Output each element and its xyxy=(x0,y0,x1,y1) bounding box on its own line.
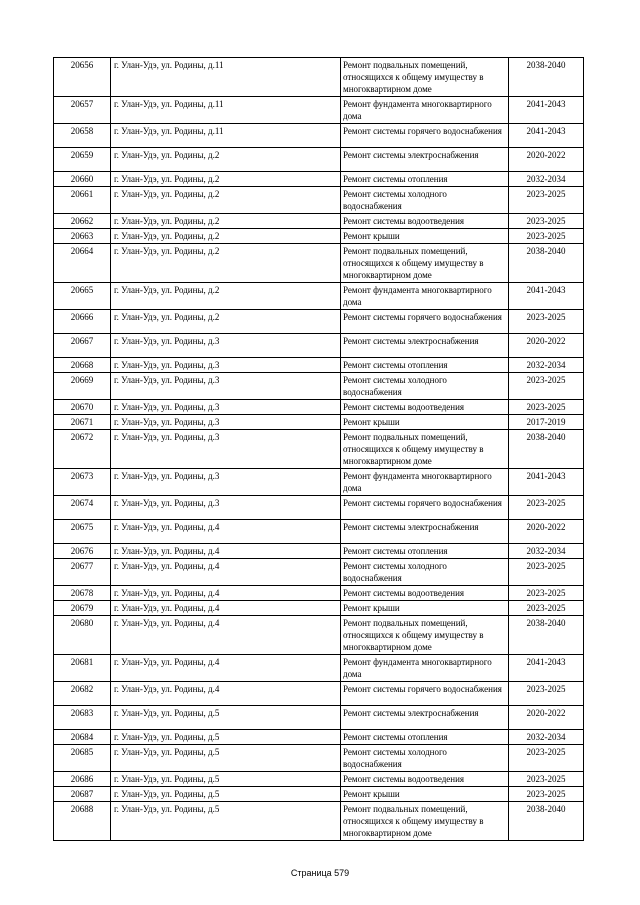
table-row xyxy=(54,802,584,841)
row-address: г. Улан-Удэ, ул. Родины, д.3 xyxy=(111,400,341,415)
row-work-type: Ремонт подвальных помещений, относящихся к общему имуществу в многоквартирном доме xyxy=(341,802,509,841)
table-row xyxy=(54,187,584,214)
row-work-type: Ремонт подвальных помещений, относящихся к общему имуществу в многоквартирном доме xyxy=(341,244,509,283)
row-address: г. Улан-Удэ, ул. Родины, д.5 xyxy=(111,772,341,787)
row-work-type: Ремонт фундамента многоквартирного дома xyxy=(341,655,509,682)
row-work-type: Ремонт системы отопления xyxy=(341,172,509,187)
row-period: 2023-2025 xyxy=(509,373,584,400)
table-row xyxy=(54,415,584,430)
row-work-type: Ремонт системы электроснабжения xyxy=(341,706,509,730)
row-period: 2017-2019 xyxy=(509,415,584,430)
table-row xyxy=(54,283,584,310)
row-number: 20661 xyxy=(54,187,111,214)
row-period: 2023-2025 xyxy=(509,559,584,586)
table-row xyxy=(54,310,584,334)
row-period: 2038-2040 xyxy=(509,244,584,283)
row-work-type: Ремонт фундамента многоквартирного дома xyxy=(341,97,509,124)
row-work-type: Ремонт крыши xyxy=(341,601,509,616)
row-work-type: Ремонт системы холодного водоснабжения xyxy=(341,373,509,400)
row-work-type: Ремонт системы электроснабжения xyxy=(341,148,509,172)
row-number: 20656 xyxy=(54,58,111,97)
row-period: 2023-2025 xyxy=(509,682,584,706)
row-period: 2041-2043 xyxy=(509,97,584,124)
row-address: г. Улан-Удэ, ул. Родины, д.5 xyxy=(111,730,341,745)
row-number: 20685 xyxy=(54,745,111,772)
row-work-type: Ремонт фундамента многоквартирного дома xyxy=(341,283,509,310)
table-body xyxy=(54,58,584,841)
table-row xyxy=(54,559,584,586)
row-work-type: Ремонт системы горячего водоснабжения xyxy=(341,124,509,148)
row-period: 2020-2022 xyxy=(509,334,584,358)
row-period: 2032-2034 xyxy=(509,544,584,559)
row-number: 20673 xyxy=(54,469,111,496)
row-work-type: Ремонт системы горячего водоснабжения xyxy=(341,310,509,334)
table-row xyxy=(54,148,584,172)
table-row xyxy=(54,358,584,373)
table-row xyxy=(54,655,584,682)
row-address: г. Улан-Удэ, ул. Родины, д.4 xyxy=(111,544,341,559)
row-period: 2023-2025 xyxy=(509,745,584,772)
row-period: 2032-2034 xyxy=(509,730,584,745)
row-work-type: Ремонт системы водоотведения xyxy=(341,400,509,415)
table-row xyxy=(54,469,584,496)
row-address: г. Улан-Удэ, ул. Родины, д.2 xyxy=(111,283,341,310)
table-row xyxy=(54,58,584,97)
row-address: г. Улан-Удэ, ул. Родины, д.4 xyxy=(111,520,341,544)
row-work-type: Ремонт системы водоотведения xyxy=(341,586,509,601)
row-work-type: Ремонт крыши xyxy=(341,229,509,244)
table-row xyxy=(54,124,584,148)
row-address: г. Улан-Удэ, ул. Родины, д.3 xyxy=(111,358,341,373)
table-row xyxy=(54,616,584,655)
row-address: г. Улан-Удэ, ул. Родины, д.11 xyxy=(111,97,341,124)
row-period: 2038-2040 xyxy=(509,616,584,655)
row-period: 2023-2025 xyxy=(509,229,584,244)
row-number: 20668 xyxy=(54,358,111,373)
table-row xyxy=(54,745,584,772)
row-address: г. Улан-Удэ, ул. Родины, д.2 xyxy=(111,214,341,229)
row-address: г. Улан-Удэ, ул. Родины, д.5 xyxy=(111,802,341,841)
row-period: 2032-2034 xyxy=(509,172,584,187)
repair-schedule-table xyxy=(53,57,584,841)
table-row xyxy=(54,787,584,802)
row-work-type: Ремонт системы отопления xyxy=(341,544,509,559)
row-period: 2023-2025 xyxy=(509,187,584,214)
row-number: 20658 xyxy=(54,124,111,148)
row-work-type: Ремонт системы холодного водоснабжения xyxy=(341,559,509,586)
row-period: 2023-2025 xyxy=(509,310,584,334)
row-number: 20680 xyxy=(54,616,111,655)
row-work-type: Ремонт крыши xyxy=(341,415,509,430)
table-row xyxy=(54,772,584,787)
row-work-type: Ремонт системы горячего водоснабжения xyxy=(341,496,509,520)
table-row xyxy=(54,706,584,730)
table-row xyxy=(54,544,584,559)
row-address: г. Улан-Удэ, ул. Родины, д.11 xyxy=(111,58,341,97)
table-row xyxy=(54,601,584,616)
row-number: 20670 xyxy=(54,400,111,415)
row-address: г. Улан-Удэ, ул. Родины, д.4 xyxy=(111,616,341,655)
row-period: 2023-2025 xyxy=(509,601,584,616)
row-number: 20674 xyxy=(54,496,111,520)
table-row xyxy=(54,172,584,187)
row-work-type: Ремонт подвальных помещений, относящихся к общему имуществу в многоквартирном доме xyxy=(341,58,509,97)
row-period: 2041-2043 xyxy=(509,655,584,682)
row-number: 20683 xyxy=(54,706,111,730)
row-period: 2038-2040 xyxy=(509,430,584,469)
row-address: г. Улан-Удэ, ул. Родины, д.5 xyxy=(111,706,341,730)
row-address: г. Улан-Удэ, ул. Родины, д.4 xyxy=(111,559,341,586)
row-address: г. Улан-Удэ, ул. Родины, д.3 xyxy=(111,496,341,520)
row-number: 20684 xyxy=(54,730,111,745)
row-number: 20657 xyxy=(54,97,111,124)
row-period: 2023-2025 xyxy=(509,586,584,601)
row-address: г. Улан-Удэ, ул. Родины, д.11 xyxy=(111,124,341,148)
row-number: 20686 xyxy=(54,772,111,787)
row-period: 2020-2022 xyxy=(509,148,584,172)
row-address: г. Улан-Удэ, ул. Родины, д.2 xyxy=(111,187,341,214)
row-number: 20678 xyxy=(54,586,111,601)
row-number: 20667 xyxy=(54,334,111,358)
row-work-type: Ремонт системы электроснабжения xyxy=(341,334,509,358)
row-period: 2041-2043 xyxy=(509,469,584,496)
row-number: 20676 xyxy=(54,544,111,559)
table-row xyxy=(54,334,584,358)
table-row xyxy=(54,586,584,601)
row-work-type: Ремонт системы отопления xyxy=(341,730,509,745)
row-address: г. Улан-Удэ, ул. Родины, д.5 xyxy=(111,787,341,802)
row-work-type: Ремонт системы водоотведения xyxy=(341,772,509,787)
table-row xyxy=(54,229,584,244)
row-work-type: Ремонт системы холодного водоснабжения xyxy=(341,745,509,772)
row-period: 2023-2025 xyxy=(509,787,584,802)
row-period: 2023-2025 xyxy=(509,214,584,229)
row-work-type: Ремонт системы холодного водоснабжения xyxy=(341,187,509,214)
table-row xyxy=(54,97,584,124)
row-period: 2023-2025 xyxy=(509,400,584,415)
row-number: 20672 xyxy=(54,430,111,469)
row-period: 2038-2040 xyxy=(509,802,584,841)
row-period: 2038-2040 xyxy=(509,58,584,97)
row-number: 20669 xyxy=(54,373,111,400)
row-work-type: Ремонт подвальных помещений, относящихся к общему имуществу в многоквартирном доме xyxy=(341,616,509,655)
row-address: г. Улан-Удэ, ул. Родины, д.2 xyxy=(111,172,341,187)
row-period: 2023-2025 xyxy=(509,772,584,787)
row-address: г. Улан-Удэ, ул. Родины, д.3 xyxy=(111,430,341,469)
row-work-type: Ремонт системы горячего водоснабжения xyxy=(341,682,509,706)
row-work-type: Ремонт системы отопления xyxy=(341,358,509,373)
table-row xyxy=(54,520,584,544)
row-period: 2023-2025 xyxy=(509,496,584,520)
row-address: г. Улан-Удэ, ул. Родины, д.2 xyxy=(111,244,341,283)
table-row xyxy=(54,496,584,520)
row-period: 2020-2022 xyxy=(509,520,584,544)
row-work-type: Ремонт фундамента многоквартирного дома xyxy=(341,469,509,496)
row-number: 20665 xyxy=(54,283,111,310)
row-number: 20677 xyxy=(54,559,111,586)
table-row xyxy=(54,730,584,745)
row-number: 20681 xyxy=(54,655,111,682)
row-address: г. Улан-Удэ, ул. Родины, д.3 xyxy=(111,415,341,430)
row-number: 20660 xyxy=(54,172,111,187)
table-row xyxy=(54,214,584,229)
row-work-type: Ремонт системы электроснабжения xyxy=(341,520,509,544)
row-work-type: Ремонт подвальных помещений, относящихся к общему имуществу в многоквартирном доме xyxy=(341,430,509,469)
row-period: 2032-2034 xyxy=(509,358,584,373)
row-number: 20662 xyxy=(54,214,111,229)
row-address: г. Улан-Удэ, ул. Родины, д.3 xyxy=(111,334,341,358)
table-row xyxy=(54,244,584,283)
table-row xyxy=(54,400,584,415)
row-number: 20688 xyxy=(54,802,111,841)
row-number: 20682 xyxy=(54,682,111,706)
table-row xyxy=(54,430,584,469)
row-address: г. Улан-Удэ, ул. Родины, д.5 xyxy=(111,745,341,772)
row-number: 20664 xyxy=(54,244,111,283)
page-number: Страница 579 xyxy=(290,868,350,878)
row-work-type: Ремонт системы водоотведения xyxy=(341,214,509,229)
row-work-type: Ремонт крыши xyxy=(341,787,509,802)
row-address: г. Улан-Удэ, ул. Родины, д.4 xyxy=(111,601,341,616)
row-number: 20687 xyxy=(54,787,111,802)
row-address: г. Улан-Удэ, ул. Родины, д.4 xyxy=(111,682,341,706)
table-row xyxy=(54,682,584,706)
row-number: 20663 xyxy=(54,229,111,244)
table-row xyxy=(54,373,584,400)
row-number: 20671 xyxy=(54,415,111,430)
row-number: 20679 xyxy=(54,601,111,616)
row-address: г. Улан-Удэ, ул. Родины, д.2 xyxy=(111,148,341,172)
row-address: г. Улан-Удэ, ул. Родины, д.3 xyxy=(111,469,341,496)
row-address: г. Улан-Удэ, ул. Родины, д.3 xyxy=(111,373,341,400)
row-address: г. Улан-Удэ, ул. Родины, д.4 xyxy=(111,655,341,682)
row-address: г. Улан-Удэ, ул. Родины, д.4 xyxy=(111,586,341,601)
row-number: 20675 xyxy=(54,520,111,544)
row-number: 20659 xyxy=(54,148,111,172)
row-address: г. Улан-Удэ, ул. Родины, д.2 xyxy=(111,310,341,334)
row-address: г. Улан-Удэ, ул. Родины, д.2 xyxy=(111,229,341,244)
row-period: 2020-2022 xyxy=(509,706,584,730)
row-period: 2041-2043 xyxy=(509,283,584,310)
row-period: 2041-2043 xyxy=(509,124,584,148)
row-number: 20666 xyxy=(54,310,111,334)
